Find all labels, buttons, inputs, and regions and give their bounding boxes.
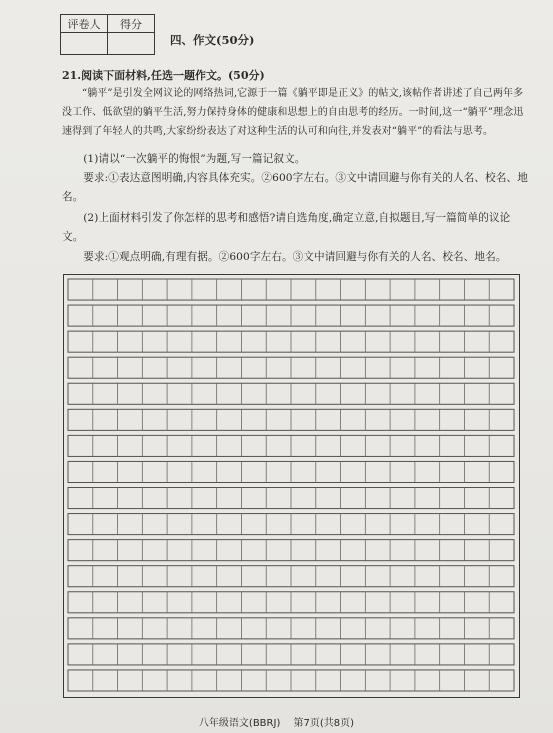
option2-requirements: 要求:①观点明确,有理有据。②600字左右。③文中请回避与你有关的人名、校名、地名。 xyxy=(83,251,507,263)
score-header: 得分 xyxy=(108,15,155,33)
option1-requirements: 要求:①表达意图明确,内容具体充实。②600字左右。③文中请回避与你有关的人名、校名、地名。 xyxy=(62,172,528,203)
page-footer xyxy=(0,714,553,729)
option1-prompt: (1)请以“一次躺平的悔恨”为题,写一篇记叙文。 xyxy=(83,153,306,165)
score-cell[interactable] xyxy=(108,33,155,55)
footer-subject: 八年级语文(BBRJ) xyxy=(198,718,281,729)
score-table xyxy=(60,14,155,55)
footer-page-number: 第7页(共8页) xyxy=(293,718,355,729)
question-title: 21.阅读下面材料,任选一题作文。(50分) xyxy=(62,69,265,82)
grader-header: 评卷人 xyxy=(61,15,108,33)
composition-grid[interactable] xyxy=(63,274,520,698)
grid-lines xyxy=(64,275,518,696)
option2-prompt: (2)上面材料引发了你怎样的思考和感悟?请自选角度,确定立意,自拟题目,写一篇简单的议论文。 xyxy=(62,212,511,243)
section-title: 四、作文(50分) xyxy=(170,33,255,47)
grader-cell[interactable] xyxy=(61,33,108,55)
material-paragraph: “躺平”是引发全网议论的网络热词,它源于一篇《躺平即是正义》的帖文,该帖作者讲述了自己两年多没工作、低欲望的躺平生活,努力保持身体的健康和思想上的自由思考的经历。一时间,这一“躺平”理念迅速得到了年轻人的共鸣,大家纷纷表达了对这种生活的认可和向往,并发表对“躺平”的看法与思考。 xyxy=(62,88,524,137)
